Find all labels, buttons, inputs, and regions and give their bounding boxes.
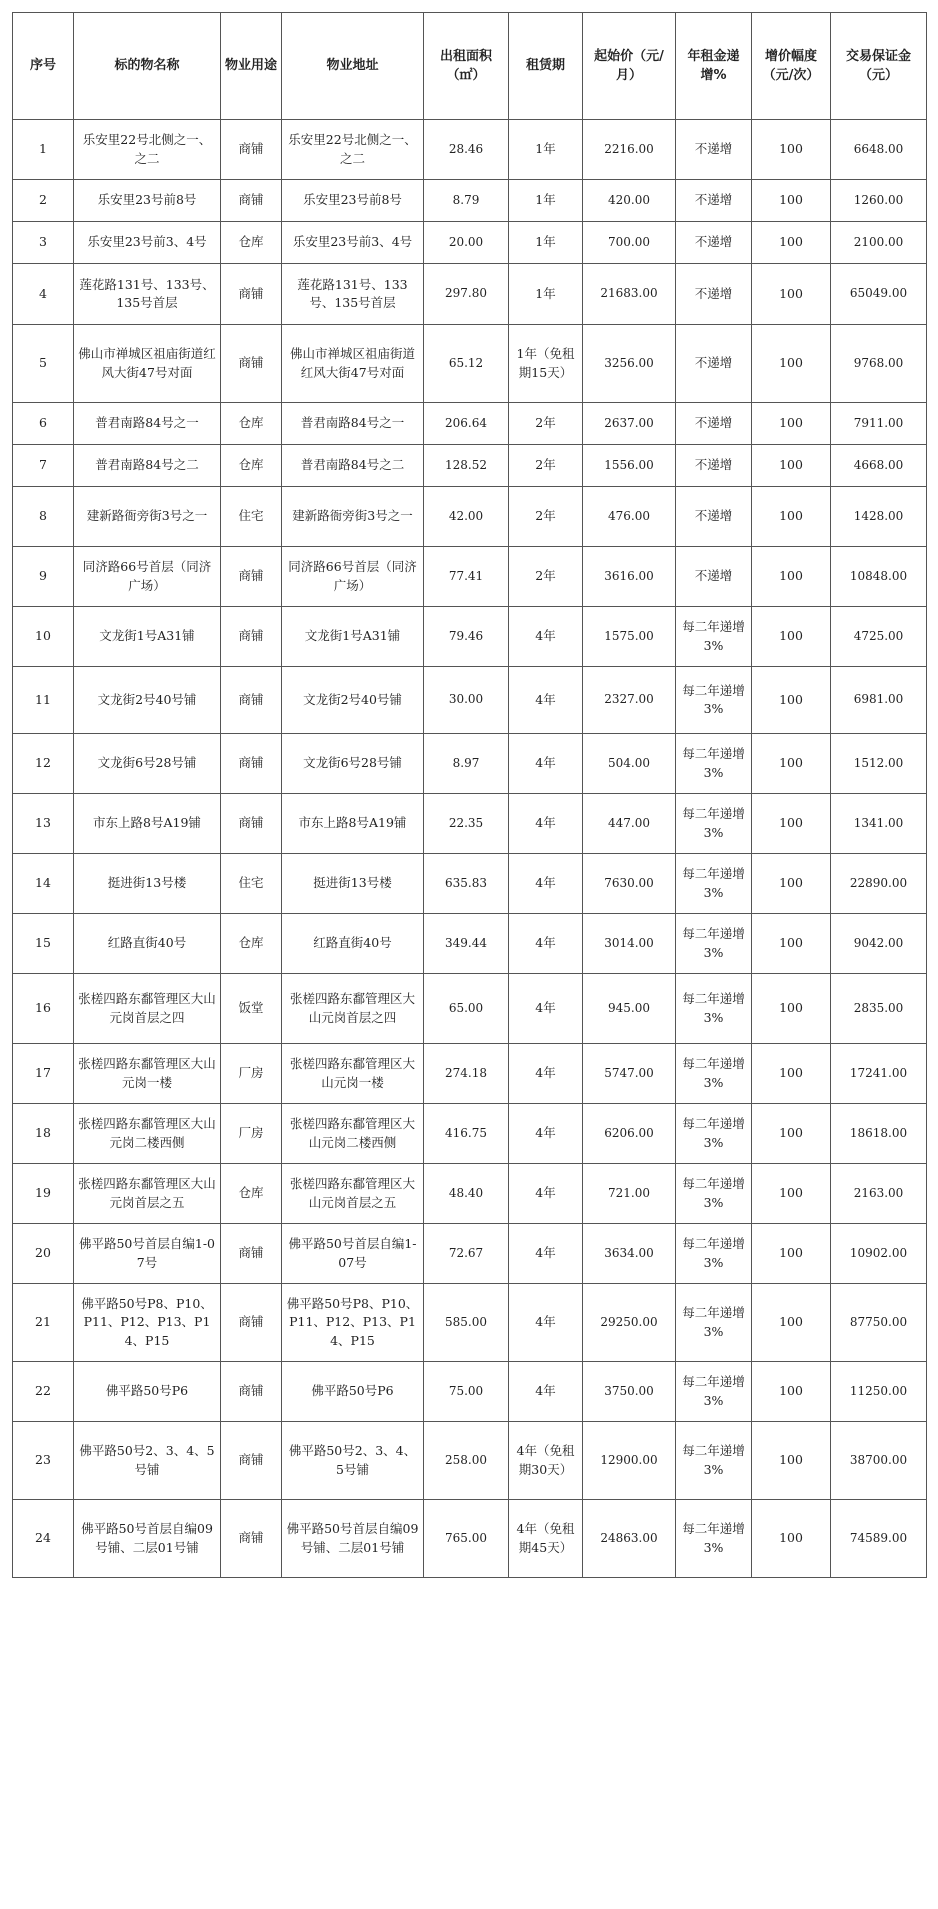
cell-col-deposit: 2100.00	[831, 222, 927, 264]
cell-col-name: 文龙街2号40号铺	[74, 667, 221, 734]
cell-col-index: 15	[13, 914, 74, 974]
header-col-usage: 物业用途	[221, 13, 282, 120]
cell-col-address: 张槎四路东鄱管理区大山元岗首层之五	[282, 1164, 424, 1224]
property-table	[12, 12, 927, 1578]
cell-col-increase: 不递增	[676, 264, 752, 325]
cell-col-step: 100	[752, 1164, 831, 1224]
cell-col-deposit: 18618.00	[831, 1104, 927, 1164]
cell-col-step: 100	[752, 974, 831, 1044]
cell-col-usage: 厂房	[221, 1044, 282, 1104]
cell-col-address: 乐安里23号前8号	[282, 180, 424, 222]
cell-col-deposit: 10902.00	[831, 1224, 927, 1284]
cell-col-term: 4年	[509, 1284, 583, 1362]
cell-col-index: 12	[13, 734, 74, 794]
cell-col-usage: 仓库	[221, 1164, 282, 1224]
cell-col-step: 100	[752, 1284, 831, 1362]
cell-col-price: 447.00	[583, 794, 676, 854]
header-col-increase: 年租金递增%	[676, 13, 752, 120]
cell-col-term: 4年	[509, 1104, 583, 1164]
cell-col-address: 张槎四路东鄱管理区大山元岗首层之四	[282, 974, 424, 1044]
cell-col-area: 206.64	[424, 403, 509, 445]
cell-col-address: 挺进街13号楼	[282, 854, 424, 914]
cell-col-deposit: 2163.00	[831, 1164, 927, 1224]
cell-col-step: 100	[752, 734, 831, 794]
cell-col-usage: 厂房	[221, 1104, 282, 1164]
cell-col-name: 佛平路50号首层自编1-07号	[74, 1224, 221, 1284]
cell-col-area: 77.41	[424, 547, 509, 607]
table-row	[13, 974, 927, 1044]
cell-col-usage: 商铺	[221, 607, 282, 667]
table-row	[13, 607, 927, 667]
cell-col-usage: 商铺	[221, 547, 282, 607]
cell-col-term: 4年	[509, 667, 583, 734]
cell-col-index: 3	[13, 222, 74, 264]
cell-col-price: 420.00	[583, 180, 676, 222]
cell-col-name: 佛平路50号P6	[74, 1362, 221, 1422]
cell-col-step: 100	[752, 667, 831, 734]
cell-col-area: 765.00	[424, 1500, 509, 1578]
cell-col-step: 100	[752, 794, 831, 854]
cell-col-increase: 每二年递增3%	[676, 1104, 752, 1164]
cell-col-term: 4年	[509, 794, 583, 854]
cell-col-index: 13	[13, 794, 74, 854]
cell-col-step: 100	[752, 180, 831, 222]
cell-col-term: 4年	[509, 914, 583, 974]
cell-col-address: 张槎四路东鄱管理区大山元岗一楼	[282, 1044, 424, 1104]
cell-col-deposit: 7911.00	[831, 403, 927, 445]
page	[12, 12, 926, 1578]
cell-col-price: 3014.00	[583, 914, 676, 974]
cell-col-increase: 每二年递增3%	[676, 1500, 752, 1578]
cell-col-usage: 仓库	[221, 445, 282, 487]
cell-col-area: 585.00	[424, 1284, 509, 1362]
header-col-price: 起始价（元/月）	[583, 13, 676, 120]
cell-col-price: 12900.00	[583, 1422, 676, 1500]
cell-col-name: 建新路衙旁街3号之一	[74, 487, 221, 547]
cell-col-index: 19	[13, 1164, 74, 1224]
cell-col-address: 佛平路50号P6	[282, 1362, 424, 1422]
cell-col-area: 48.40	[424, 1164, 509, 1224]
table-row	[13, 1284, 927, 1362]
cell-col-term: 4年	[509, 1224, 583, 1284]
cell-col-price: 504.00	[583, 734, 676, 794]
cell-col-step: 100	[752, 547, 831, 607]
cell-col-price: 3634.00	[583, 1224, 676, 1284]
cell-col-increase: 不递增	[676, 547, 752, 607]
cell-col-price: 721.00	[583, 1164, 676, 1224]
cell-col-price: 945.00	[583, 974, 676, 1044]
cell-col-usage: 商铺	[221, 180, 282, 222]
cell-col-area: 65.12	[424, 325, 509, 403]
cell-col-deposit: 11250.00	[831, 1362, 927, 1422]
cell-col-increase: 不递增	[676, 487, 752, 547]
cell-col-price: 3256.00	[583, 325, 676, 403]
cell-col-area: 65.00	[424, 974, 509, 1044]
cell-col-name: 乐安里23号前8号	[74, 180, 221, 222]
cell-col-deposit: 4668.00	[831, 445, 927, 487]
header-col-address: 物业地址	[282, 13, 424, 120]
cell-col-increase: 每二年递增3%	[676, 1362, 752, 1422]
cell-col-deposit: 17241.00	[831, 1044, 927, 1104]
cell-col-area: 635.83	[424, 854, 509, 914]
cell-col-price: 6206.00	[583, 1104, 676, 1164]
cell-col-price: 2327.00	[583, 667, 676, 734]
cell-col-increase: 每二年递增3%	[676, 1044, 752, 1104]
cell-col-term: 1年	[509, 180, 583, 222]
cell-col-address: 张槎四路东鄱管理区大山元岗二楼西侧	[282, 1104, 424, 1164]
cell-col-address: 建新路衙旁街3号之一	[282, 487, 424, 547]
header-col-area: 出租面积（㎡）	[424, 13, 509, 120]
table-row	[13, 487, 927, 547]
cell-col-increase: 不递增	[676, 222, 752, 264]
cell-col-name: 乐安里22号北侧之一、之二	[74, 120, 221, 180]
cell-col-step: 100	[752, 1362, 831, 1422]
header-col-step: 增价幅度（元/次）	[752, 13, 831, 120]
table-row	[13, 794, 927, 854]
cell-col-price: 2216.00	[583, 120, 676, 180]
cell-col-name: 同济路66号首层（同济广场）	[74, 547, 221, 607]
cell-col-area: 297.80	[424, 264, 509, 325]
cell-col-step: 100	[752, 222, 831, 264]
cell-col-address: 乐安里23号前3、4号	[282, 222, 424, 264]
cell-col-address: 佛平路50号2、3、4、5号铺	[282, 1422, 424, 1500]
cell-col-address: 莲花路131号、133号、135号首层	[282, 264, 424, 325]
table-row	[13, 120, 927, 180]
cell-col-deposit: 4725.00	[831, 607, 927, 667]
cell-col-area: 349.44	[424, 914, 509, 974]
header-col-index: 序号	[13, 13, 74, 120]
cell-col-step: 100	[752, 264, 831, 325]
cell-col-address: 同济路66号首层（同济广场）	[282, 547, 424, 607]
table-row	[13, 325, 927, 403]
cell-col-term: 4年（免租期45天）	[509, 1500, 583, 1578]
cell-col-increase: 每二年递增3%	[676, 794, 752, 854]
header-col-name: 标的物名称	[74, 13, 221, 120]
cell-col-name: 普君南路84号之二	[74, 445, 221, 487]
cell-col-price: 21683.00	[583, 264, 676, 325]
table-row	[13, 734, 927, 794]
cell-col-index: 11	[13, 667, 74, 734]
cell-col-term: 2年	[509, 547, 583, 607]
cell-col-increase: 每二年递增3%	[676, 914, 752, 974]
cell-col-step: 100	[752, 1104, 831, 1164]
table-row	[13, 1224, 927, 1284]
cell-col-term: 4年（免租期30天）	[509, 1422, 583, 1500]
cell-col-step: 100	[752, 445, 831, 487]
cell-col-area: 72.67	[424, 1224, 509, 1284]
cell-col-index: 18	[13, 1104, 74, 1164]
cell-col-step: 100	[752, 914, 831, 974]
cell-col-deposit: 6648.00	[831, 120, 927, 180]
table-body	[13, 120, 927, 1578]
cell-col-price: 7630.00	[583, 854, 676, 914]
cell-col-index: 21	[13, 1284, 74, 1362]
cell-col-area: 8.97	[424, 734, 509, 794]
cell-col-price: 2637.00	[583, 403, 676, 445]
cell-col-step: 100	[752, 1224, 831, 1284]
cell-col-deposit: 38700.00	[831, 1422, 927, 1500]
cell-col-index: 5	[13, 325, 74, 403]
cell-col-address: 乐安里22号北侧之一、之二	[282, 120, 424, 180]
cell-col-deposit: 9768.00	[831, 325, 927, 403]
cell-col-increase: 每二年递增3%	[676, 974, 752, 1044]
cell-col-index: 4	[13, 264, 74, 325]
cell-col-index: 22	[13, 1362, 74, 1422]
cell-col-deposit: 6981.00	[831, 667, 927, 734]
cell-col-area: 30.00	[424, 667, 509, 734]
cell-col-area: 22.35	[424, 794, 509, 854]
cell-col-term: 1年	[509, 222, 583, 264]
header-col-term: 租赁期	[509, 13, 583, 120]
cell-col-term: 1年	[509, 264, 583, 325]
cell-col-area: 416.75	[424, 1104, 509, 1164]
table-row	[13, 667, 927, 734]
cell-col-name: 市东上路8号A19铺	[74, 794, 221, 854]
cell-col-address: 佛山市禅城区祖庙街道红风大街47号对面	[282, 325, 424, 403]
cell-col-increase: 每二年递增3%	[676, 854, 752, 914]
table-row	[13, 1104, 927, 1164]
cell-col-deposit: 1341.00	[831, 794, 927, 854]
cell-col-address: 佛平路50号P8、P10、P11、P12、P13、P14、P15	[282, 1284, 424, 1362]
table-row	[13, 1362, 927, 1422]
cell-col-index: 16	[13, 974, 74, 1044]
cell-col-deposit: 2835.00	[831, 974, 927, 1044]
table-row	[13, 1164, 927, 1224]
cell-col-step: 100	[752, 1044, 831, 1104]
table-row	[13, 854, 927, 914]
cell-col-address: 红路直街40号	[282, 914, 424, 974]
cell-col-index: 9	[13, 547, 74, 607]
cell-col-step: 100	[752, 487, 831, 547]
table-row	[13, 1422, 927, 1500]
header-row	[13, 13, 927, 120]
cell-col-name: 挺进街13号楼	[74, 854, 221, 914]
cell-col-name: 红路直街40号	[74, 914, 221, 974]
cell-col-term: 4年	[509, 1164, 583, 1224]
cell-col-address: 普君南路84号之二	[282, 445, 424, 487]
cell-col-name: 张槎四路东鄱管理区大山元岗首层之五	[74, 1164, 221, 1224]
cell-col-usage: 商铺	[221, 1500, 282, 1578]
cell-col-price: 3750.00	[583, 1362, 676, 1422]
cell-col-area: 128.52	[424, 445, 509, 487]
cell-col-term: 2年	[509, 403, 583, 445]
cell-col-usage: 商铺	[221, 1362, 282, 1422]
table-row	[13, 445, 927, 487]
cell-col-address: 文龙街2号40号铺	[282, 667, 424, 734]
cell-col-deposit: 1260.00	[831, 180, 927, 222]
cell-col-step: 100	[752, 1500, 831, 1578]
cell-col-deposit: 9042.00	[831, 914, 927, 974]
cell-col-usage: 仓库	[221, 914, 282, 974]
table-row	[13, 547, 927, 607]
cell-col-increase: 不递增	[676, 180, 752, 222]
cell-col-price: 1575.00	[583, 607, 676, 667]
cell-col-name: 张槎四路东鄱管理区大山元岗首层之四	[74, 974, 221, 1044]
cell-col-area: 258.00	[424, 1422, 509, 1500]
cell-col-term: 4年	[509, 734, 583, 794]
cell-col-index: 1	[13, 120, 74, 180]
cell-col-term: 1年（免租期15天）	[509, 325, 583, 403]
cell-col-name: 佛平路50号首层自编09号铺、二层01号铺	[74, 1500, 221, 1578]
table-row	[13, 1044, 927, 1104]
cell-col-increase: 每二年递增3%	[676, 1284, 752, 1362]
cell-col-price: 700.00	[583, 222, 676, 264]
cell-col-usage: 商铺	[221, 120, 282, 180]
cell-col-step: 100	[752, 854, 831, 914]
cell-col-deposit: 65049.00	[831, 264, 927, 325]
cell-col-term: 2年	[509, 487, 583, 547]
cell-col-usage: 商铺	[221, 1224, 282, 1284]
cell-col-index: 10	[13, 607, 74, 667]
cell-col-term: 4年	[509, 854, 583, 914]
cell-col-increase: 每二年递增3%	[676, 1422, 752, 1500]
cell-col-usage: 饭堂	[221, 974, 282, 1044]
cell-col-step: 100	[752, 403, 831, 445]
cell-col-term: 2年	[509, 445, 583, 487]
cell-col-increase: 不递增	[676, 445, 752, 487]
cell-col-increase: 不递增	[676, 325, 752, 403]
cell-col-term: 4年	[509, 1044, 583, 1104]
cell-col-index: 6	[13, 403, 74, 445]
cell-col-usage: 商铺	[221, 264, 282, 325]
cell-col-increase: 每二年递增3%	[676, 734, 752, 794]
cell-col-index: 17	[13, 1044, 74, 1104]
cell-col-usage: 商铺	[221, 794, 282, 854]
cell-col-name: 佛平路50号P8、P10、P11、P12、P13、P14、P15	[74, 1284, 221, 1362]
cell-col-increase: 不递增	[676, 403, 752, 445]
cell-col-increase: 每二年递增3%	[676, 667, 752, 734]
cell-col-price: 1556.00	[583, 445, 676, 487]
cell-col-area: 79.46	[424, 607, 509, 667]
cell-col-area: 20.00	[424, 222, 509, 264]
cell-col-name: 文龙街1号A31铺	[74, 607, 221, 667]
cell-col-price: 476.00	[583, 487, 676, 547]
table-row	[13, 222, 927, 264]
cell-col-address: 文龙街1号A31铺	[282, 607, 424, 667]
cell-col-address: 佛平路50号首层自编1-07号	[282, 1224, 424, 1284]
cell-col-index: 2	[13, 180, 74, 222]
cell-col-term: 4年	[509, 607, 583, 667]
cell-col-increase: 每二年递增3%	[676, 1164, 752, 1224]
cell-col-price: 24863.00	[583, 1500, 676, 1578]
cell-col-index: 7	[13, 445, 74, 487]
cell-col-step: 100	[752, 325, 831, 403]
header-col-deposit: 交易保证金（元）	[831, 13, 927, 120]
cell-col-deposit: 22890.00	[831, 854, 927, 914]
cell-col-name: 张槎四路东鄱管理区大山元岗二楼西侧	[74, 1104, 221, 1164]
cell-col-index: 23	[13, 1422, 74, 1500]
cell-col-address: 文龙街6号28号铺	[282, 734, 424, 794]
cell-col-area: 42.00	[424, 487, 509, 547]
cell-col-usage: 商铺	[221, 734, 282, 794]
cell-col-index: 8	[13, 487, 74, 547]
cell-col-increase: 不递增	[676, 120, 752, 180]
cell-col-term: 4年	[509, 1362, 583, 1422]
cell-col-usage: 商铺	[221, 1284, 282, 1362]
cell-col-deposit: 10848.00	[831, 547, 927, 607]
table-row	[13, 1500, 927, 1578]
cell-col-area: 28.46	[424, 120, 509, 180]
cell-col-address: 普君南路84号之一	[282, 403, 424, 445]
cell-col-name: 文龙街6号28号铺	[74, 734, 221, 794]
cell-col-area: 8.79	[424, 180, 509, 222]
cell-col-address: 市东上路8号A19铺	[282, 794, 424, 854]
table-row	[13, 403, 927, 445]
table-row	[13, 180, 927, 222]
cell-col-term: 4年	[509, 974, 583, 1044]
cell-col-deposit: 87750.00	[831, 1284, 927, 1362]
cell-col-deposit: 1428.00	[831, 487, 927, 547]
cell-col-usage: 商铺	[221, 325, 282, 403]
cell-col-area: 274.18	[424, 1044, 509, 1104]
cell-col-usage: 住宅	[221, 487, 282, 547]
cell-col-usage: 商铺	[221, 1422, 282, 1500]
cell-col-name: 佛山市禅城区祖庙街道红风大街47号对面	[74, 325, 221, 403]
table-row	[13, 264, 927, 325]
cell-col-area: 75.00	[424, 1362, 509, 1422]
cell-col-index: 24	[13, 1500, 74, 1578]
cell-col-usage: 商铺	[221, 667, 282, 734]
cell-col-step: 100	[752, 1422, 831, 1500]
cell-col-price: 29250.00	[583, 1284, 676, 1362]
cell-col-name: 佛平路50号2、3、4、5号铺	[74, 1422, 221, 1500]
cell-col-increase: 每二年递增3%	[676, 1224, 752, 1284]
cell-col-step: 100	[752, 607, 831, 667]
cell-col-usage: 仓库	[221, 403, 282, 445]
cell-col-index: 14	[13, 854, 74, 914]
cell-col-price: 3616.00	[583, 547, 676, 607]
cell-col-name: 莲花路131号、133号、135号首层	[74, 264, 221, 325]
cell-col-price: 5747.00	[583, 1044, 676, 1104]
cell-col-step: 100	[752, 120, 831, 180]
cell-col-index: 20	[13, 1224, 74, 1284]
cell-col-name: 普君南路84号之一	[74, 403, 221, 445]
cell-col-usage: 仓库	[221, 222, 282, 264]
cell-col-deposit: 1512.00	[831, 734, 927, 794]
table-row	[13, 914, 927, 974]
cell-col-increase: 每二年递增3%	[676, 607, 752, 667]
cell-col-name: 张槎四路东鄱管理区大山元岗一楼	[74, 1044, 221, 1104]
cell-col-name: 乐安里23号前3、4号	[74, 222, 221, 264]
cell-col-deposit: 74589.00	[831, 1500, 927, 1578]
cell-col-term: 1年	[509, 120, 583, 180]
cell-col-address: 佛平路50号首层自编09号铺、二层01号铺	[282, 1500, 424, 1578]
cell-col-usage: 住宅	[221, 854, 282, 914]
